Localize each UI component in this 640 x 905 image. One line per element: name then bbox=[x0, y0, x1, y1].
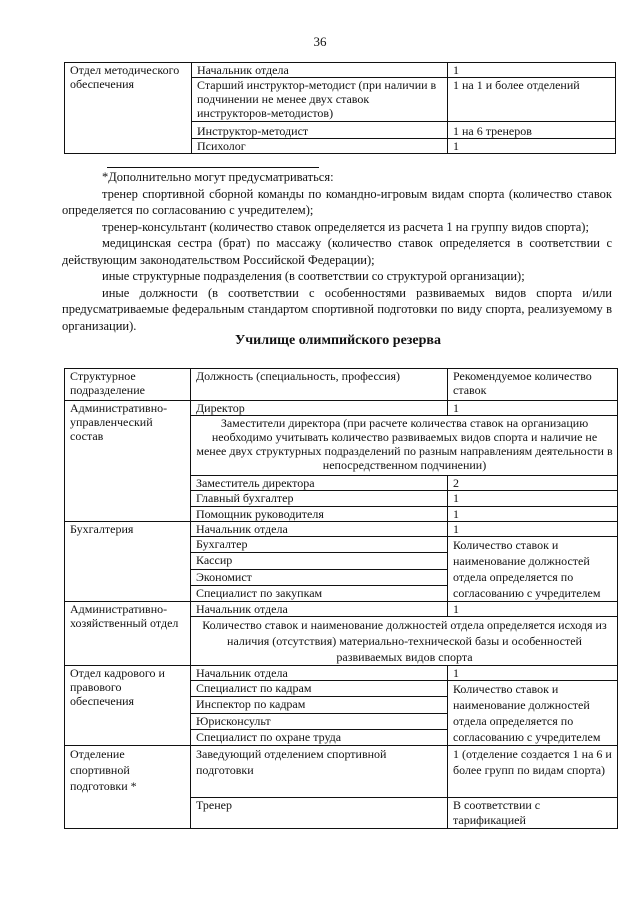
count-cell: 1 bbox=[448, 507, 618, 522]
count-cell: 1 bbox=[448, 602, 618, 617]
position-cell: Директор bbox=[191, 401, 448, 416]
position-cell: Экономист bbox=[191, 569, 448, 585]
deputies-note: Заместители директора (при расчете количества ставок на организацию необходимо учитывать количество развиваемых видов спорта и наличие не менее двух структурных подразделений по разным направлениям деятельности в непосредственном подчинении) bbox=[191, 416, 618, 476]
footnotes bbox=[62, 167, 612, 334]
count-cell: 1 bbox=[448, 63, 616, 78]
table-row bbox=[65, 746, 618, 798]
count-cell: 1 на 1 и более отделений bbox=[448, 78, 616, 122]
table-row bbox=[65, 63, 616, 78]
unit-cell: Бухгалтерия bbox=[65, 522, 191, 602]
position-cell: Специалист по закупкам bbox=[191, 585, 448, 601]
page-number: 36 bbox=[313, 34, 327, 49]
count-cell: 1 bbox=[448, 491, 618, 507]
position-cell: Начальник отдела bbox=[191, 522, 448, 537]
footnote-item: медицинская сестра (брат) по массажу (количество ставок определяется в соответствии с действующим законодательством Российской Федерации); bbox=[62, 236, 612, 267]
position-cell: Начальник отдела bbox=[191, 666, 448, 681]
table-row bbox=[65, 401, 618, 416]
section-title: Училище олимпийского резерва bbox=[235, 333, 441, 348]
footnote-item: иные должности (в соответствии с особенностями развиваемых видов спорта и/или предусматриваемые федеральным стандартом спортивной подготовки по виду спорта, реализуемому в организации). bbox=[62, 285, 612, 333]
count-cell: 1 bbox=[448, 666, 618, 681]
position-cell: Бухгалтер bbox=[191, 537, 448, 553]
count-cell: 1 bbox=[448, 401, 618, 416]
table-header-row bbox=[65, 369, 618, 401]
position-cell: Специалист по охране труда bbox=[191, 729, 448, 745]
position-cell: Кассир bbox=[191, 553, 448, 569]
footnote-divider bbox=[107, 167, 319, 168]
position-cell: Главный бухгалтер bbox=[191, 491, 448, 507]
position-cell: Начальник отдела bbox=[191, 602, 448, 617]
header-unit: Структурное подразделение bbox=[65, 369, 191, 401]
count-cell: 1 bbox=[448, 522, 618, 537]
unit-cell: Административно-управленческий состав bbox=[65, 401, 191, 522]
header-count: Рекомендуемое количество ставок bbox=[448, 369, 618, 401]
count-cell: 1 на 6 тренеров bbox=[448, 122, 616, 139]
footnote-item: тренер-консультант (количество ставок определяется из расчета 1 на группу видов спорта); bbox=[102, 219, 589, 234]
position-cell: Заместитель директора bbox=[191, 476, 448, 491]
count-note-cell: Количество ставок и наименование должностей отдела определяется по согласованию с учредителем bbox=[448, 537, 618, 602]
unit-cell: Отдел методического обеспечения bbox=[65, 63, 192, 154]
staffing-table bbox=[64, 368, 618, 829]
unit-cell: Отдел кадрового и правового обеспечения bbox=[65, 666, 191, 746]
footnote-item: тренер спортивной сборной команды по командно-игровым видам спорта (количество ставок определяется по согласованию с учредителем); bbox=[62, 186, 612, 217]
position-cell: Инспектор по кадрам bbox=[191, 697, 448, 713]
footnote-item: иные структурные подразделения (в соответствии со структурой организации); bbox=[102, 269, 525, 283]
position-cell: Тренер bbox=[191, 798, 448, 829]
count-cell: 1 bbox=[448, 139, 616, 154]
unit-cell: Административно-хозяйственный отдел bbox=[65, 602, 191, 666]
count-cell: В соответствии с тарификацией bbox=[448, 798, 618, 829]
table-row bbox=[65, 522, 618, 537]
table-row bbox=[65, 602, 618, 617]
unit-cell: Отделение спортивной подготовки * bbox=[65, 746, 191, 829]
position-cell: Помощник руководителя bbox=[191, 507, 448, 522]
header-position: Должность (специальность, профессия) bbox=[191, 369, 448, 401]
count-cell: 1 (отделение создается 1 на 6 и более групп по видам спорта) bbox=[448, 746, 618, 798]
household-note: Количество ставок и наименование должностей отдела определяется исходя из наличия (отсутствия) материально-технической базы и особенностей развиваемых видов спорта bbox=[191, 617, 618, 666]
position-cell: Инструктор-методист bbox=[192, 122, 448, 139]
position-cell: Начальник отдела bbox=[192, 63, 448, 78]
position-cell: Психолог bbox=[192, 139, 448, 154]
position-cell: Специалист по кадрам bbox=[191, 681, 448, 697]
position-cell: Заведующий отделением спортивной подготовки bbox=[191, 746, 448, 798]
position-cell: Юрисконсульт bbox=[191, 713, 448, 729]
methodical-department-table bbox=[64, 62, 616, 154]
position-cell: Старший инструктор-методист (при наличии в подчинении не менее двух ставок инструкторов-методистов) bbox=[192, 78, 448, 122]
count-note-cell: Количество ставок и наименование должностей отдела определяется по согласованию с учредителем bbox=[448, 681, 618, 746]
table-row bbox=[65, 666, 618, 681]
footnote-intro: *Дополнительно могут предусматриваться: bbox=[102, 170, 334, 184]
count-cell: 2 bbox=[448, 476, 618, 491]
